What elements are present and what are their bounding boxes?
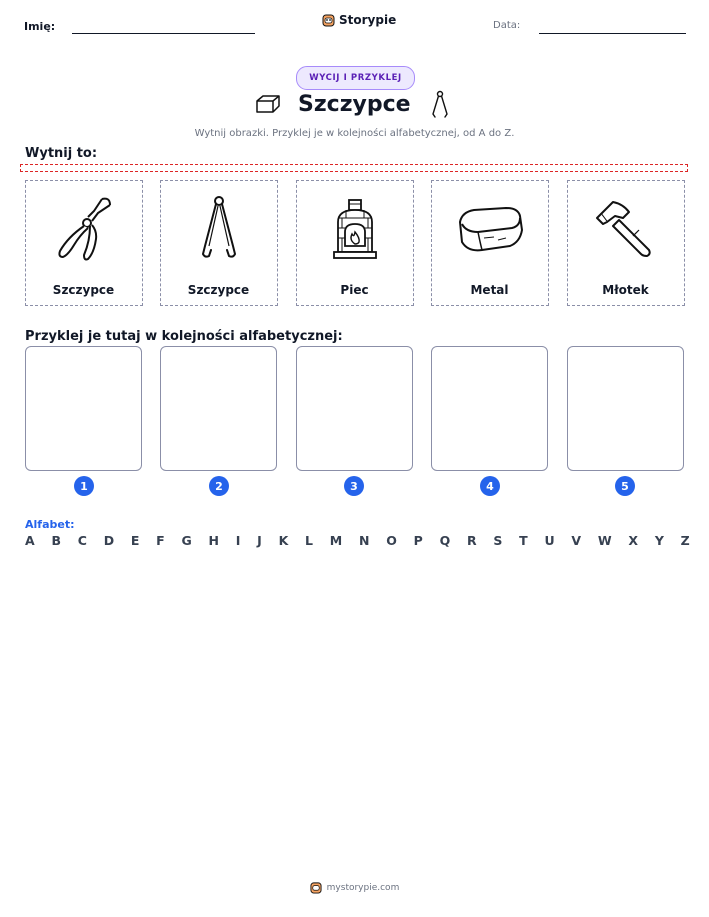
cut-card[interactable]	[567, 180, 685, 306]
tongs-icon	[197, 194, 241, 264]
slot-number: 1	[74, 476, 94, 496]
alphabet-letter: M	[329, 533, 343, 548]
alphabet-letter: P	[413, 533, 423, 548]
alphabet-letter: W	[597, 533, 612, 548]
paste-slot[interactable]	[296, 346, 413, 471]
card-label: Szczypce	[187, 283, 250, 297]
name-line[interactable]	[72, 33, 255, 34]
brand-name: Storypie	[339, 13, 397, 27]
oven-icon	[332, 198, 378, 260]
paste-slot[interactable]	[25, 346, 142, 471]
slot-number: 5	[615, 476, 635, 496]
tongs-icon	[430, 90, 450, 120]
instructions: Wytnij obrazki. Przyklej je w kolejności alfabetycznej, od A do Z.	[194, 128, 515, 139]
alphabet-letter: Z	[680, 533, 690, 548]
date-line[interactable]	[539, 33, 686, 34]
cut-card[interactable]	[160, 180, 278, 306]
alphabet-letter: F	[156, 533, 165, 548]
alphabet-letter: S	[493, 533, 503, 548]
paste-slot[interactable]	[431, 346, 548, 471]
storypie-mascot-icon	[322, 13, 335, 27]
alphabet-letter: X	[628, 533, 639, 548]
paste-section-heading: Przyklej je tutaj w kolejności alfabetycznej:	[25, 329, 343, 344]
card-label: Metal	[470, 283, 509, 297]
slot-number: 3	[344, 476, 364, 496]
cut-card[interactable]	[25, 180, 143, 306]
alphabet-letter: C	[77, 533, 87, 548]
card-label: Młotek	[602, 283, 649, 297]
cut-card[interactable]	[296, 180, 414, 306]
brand-logo	[322, 13, 396, 27]
slot-number: 4	[480, 476, 500, 496]
alphabet-letter: Q	[439, 533, 451, 548]
alphabet-letter: B	[51, 533, 61, 548]
activity-badge: WYCIJ I PRZYKLEJ	[296, 66, 415, 90]
metal-ingot-icon	[254, 92, 282, 116]
cut-line	[20, 164, 688, 172]
paste-slot[interactable]	[567, 346, 684, 471]
metal-ingot-icon	[454, 202, 526, 256]
alphabet-letter: Y	[654, 533, 664, 548]
pliers-icon	[54, 195, 114, 263]
alphabet-letter: H	[208, 533, 219, 548]
alphabet-letter: L	[305, 533, 314, 548]
alphabet-letter: V	[571, 533, 582, 548]
storypie-mascot-icon	[310, 881, 322, 894]
alphabet-letter: I	[235, 533, 241, 548]
alphabet-letter: T	[519, 533, 528, 548]
alphabet-row	[25, 533, 690, 548]
footer-site: mystorypie.com	[326, 882, 400, 893]
alphabet-letter: G	[181, 533, 192, 548]
paste-slot[interactable]	[160, 346, 277, 471]
alphabet-heading: Alfabet:	[25, 518, 75, 531]
alphabet-letter: U	[544, 533, 555, 548]
card-label: Piec	[340, 283, 369, 297]
alphabet-letter: R	[466, 533, 477, 548]
cut-section-heading: Wytnij to:	[25, 146, 98, 161]
alphabet-letter: J	[257, 533, 262, 548]
footer	[0, 881, 709, 894]
date-label: Data:	[493, 20, 521, 31]
name-label: Imię:	[24, 20, 56, 33]
slot-number: 2	[209, 476, 229, 496]
alphabet-letter: D	[103, 533, 115, 548]
cut-card[interactable]	[431, 180, 549, 306]
page-title: Szczypce	[298, 92, 411, 117]
alphabet-letter: O	[386, 533, 397, 548]
alphabet-letter: K	[278, 533, 289, 548]
hammer-icon	[593, 198, 659, 260]
card-label: Szczypce	[52, 283, 115, 297]
alphabet-letter: E	[130, 533, 140, 548]
alphabet-letter: N	[359, 533, 370, 548]
alphabet-letter: A	[25, 533, 35, 548]
